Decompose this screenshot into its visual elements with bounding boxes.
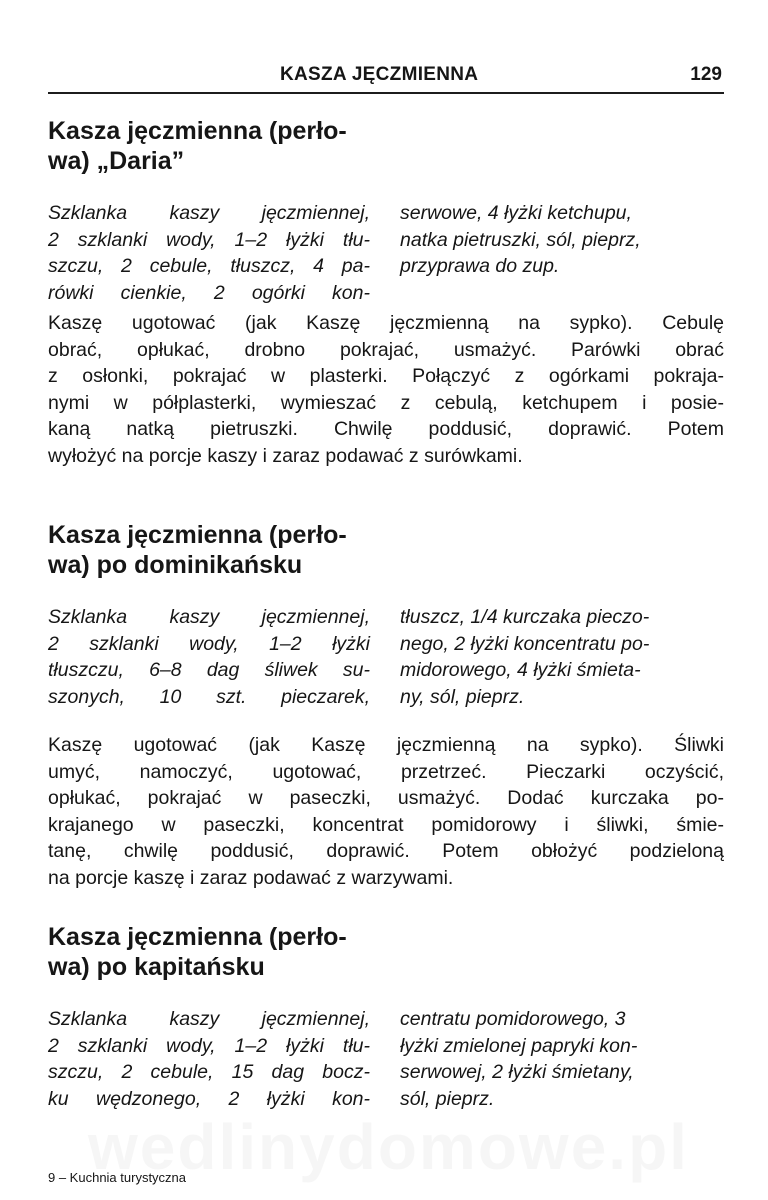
recipe-title-line: Kasza jęczmienna (perło- [48,521,347,549]
recipe-captain [48,922,728,1116]
ingredient-line: tłuszczu, 6–8 dag śliwek su- [48,659,370,681]
footer-signature: 9 – Kuchnia turystyczna [48,1170,187,1185]
recipe-daria [48,116,728,469]
recipe-title [48,520,388,580]
ingredients-left-column [48,200,370,306]
ingredient-line: Szklanka kaszy jęczmiennej, [48,202,370,224]
ingredient-line: ku wędzonego, 2 łyżki kon- [48,1087,370,1110]
recipe-method [48,732,724,891]
ingredients-left-column [48,604,370,710]
ingredient-line: serwowe, 4 łyżki ketchupu, [400,202,632,224]
ingredients-list [48,604,728,722]
ingredients-right-column [400,604,722,710]
ingredient-line: 2 szklanki wody, 1–2 łyżki tłu- [48,1034,370,1057]
recipe-title-line: wa) „Daria” [48,147,185,175]
recipe-title-line: Kasza jęczmienna (perło- [48,117,347,145]
ingredients-list [48,200,728,310]
ingredient-line: Szklanka kaszy jęczmiennej, [48,606,370,628]
method-line: kaną natką pietruszki. Chwilę poddusić, doprawić. Potem [48,418,724,440]
ingredient-line: szonych, 10 szt. pieczarek, [48,685,370,708]
method-line: nymi w półplasterki, wymieszać z cebulą, ketchupem i posie- [48,391,724,414]
recipe-title [48,116,388,176]
ingredient-line: ny, sól, pieprz. [400,685,525,708]
recipe-title-line: wa) po dominikańsku [48,551,303,579]
running-header-title: KASZA JĘCZMIENNA [280,64,479,85]
ingredient-line: tłuszcz, 1/4 kurczaka pieczo- [400,606,650,628]
ingredient-line: rówki cienkie, 2 ogórki kon- [48,281,370,304]
ingredient-line: łyżki zmielonej papryki kon- [400,1034,638,1057]
method-line: krajanego w paseczki, koncentrat pomidorowy i śliwki, śmie- [48,813,724,836]
ingredient-line: przyprawa do zup. [400,255,560,277]
ingredient-line: Szklanka kaszy jęczmiennej, [48,1008,370,1030]
ingredients-right-column [400,200,722,280]
method-line: wyłożyć na porcje kaszy i zaraz podawać z surówkami. [48,444,523,467]
ingredients-left-column [48,1006,370,1112]
method-line: Kaszę ugotować (jak Kaszę jęczmienną na sypko). Cebulę [48,312,724,334]
recipe-dominican [48,520,728,891]
ingredient-line: sól, pieprz. [400,1087,495,1110]
ingredients-right-column [400,1006,722,1112]
page-number: 129 [690,64,722,85]
ingredient-line: serwowej, 2 łyżki śmietany, [400,1061,634,1083]
ingredients-list [48,1006,728,1116]
ingredient-line: nego, 2 łyżki koncentratu po- [400,632,650,655]
recipe-title-line: Kasza jęczmienna (perło- [48,923,347,951]
ingredient-line: szczu, 2 cebule, tłuszcz, 4 pa- [48,255,370,277]
recipe-method [48,310,724,469]
method-line: z osłonki, pokrajać w plasterki. Połączyć z ogórkami pokraja- [48,365,724,387]
ingredient-line: szczu, 2 cebule, 15 dag bocz- [48,1061,370,1083]
method-line: umyć, namoczyć, ugotować, przetrzeć. Pieczarki oczyścić, [48,760,724,783]
method-line: obrać, opłukać, drobno pokrajać, usmażyć. Parówki obrać [48,338,724,361]
ingredient-line: 2 szklanki wody, 1–2 łyżki tłu- [48,228,370,251]
ingredient-line: centratu pomidorowego, 3 [400,1008,626,1030]
ingredient-line: 2 szklanki wody, 1–2 łyżki [48,632,370,655]
running-header [48,60,724,94]
method-line: na porcje kaszę i zaraz podawać z warzywami. [48,866,454,889]
method-line: opłukać, pokrajać w paseczki, usmażyć. Dodać kurczaka po- [48,787,724,809]
ingredient-line: natka pietruszki, sól, pieprz, [400,228,641,251]
method-line: Kaszę ugotować (jak Kaszę jęczmienną na sypko). Śliwki [48,734,724,756]
ingredient-line: midorowego, 4 łyżki śmieta- [400,659,641,681]
method-line: tanę, chwilę poddusić, doprawić. Potem obłożyć podzieloną [48,840,724,862]
recipe-title [48,922,388,982]
recipe-title-line: wa) po kapitańsku [48,953,265,981]
